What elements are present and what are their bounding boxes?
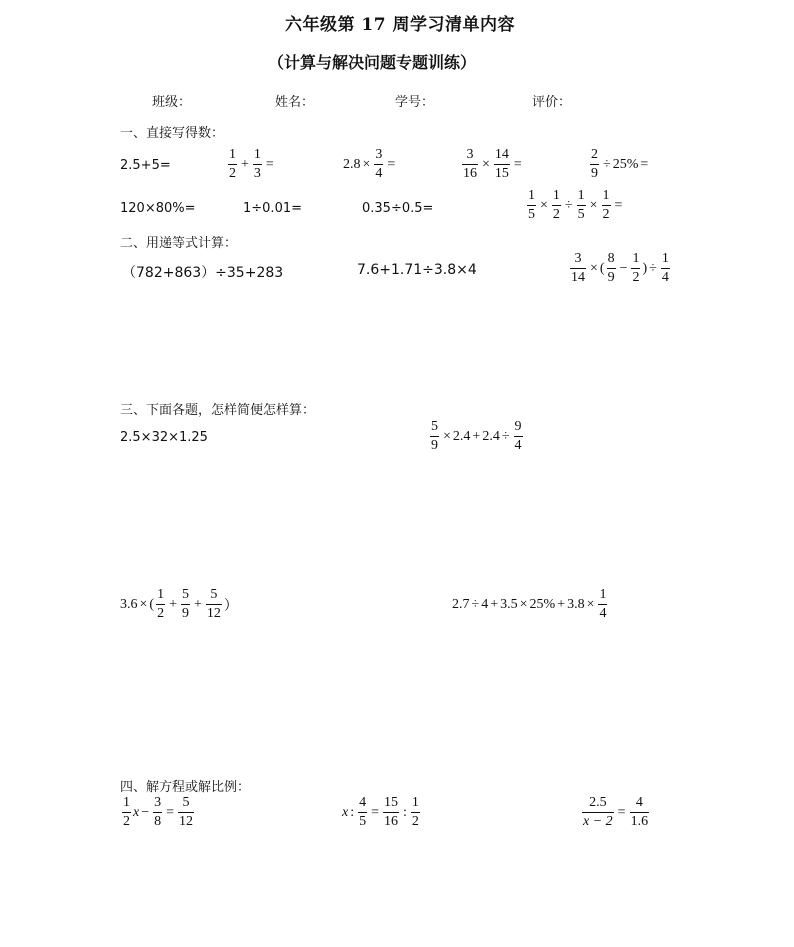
problem-3-1: 2.5×32×1.25 xyxy=(120,430,208,445)
fraction: $\frac{3}{16}$ xyxy=(463,147,477,181)
section-2-heading: 二、用递等式计算： xyxy=(120,236,238,251)
problem-1-8: 0.35÷0.5= xyxy=(362,201,434,216)
section-1-heading: 一、直接写得数： xyxy=(120,126,225,141)
fraction: $\frac{5}{9}$ xyxy=(431,419,438,453)
fraction: $\frac{1}{4}$ xyxy=(599,587,607,621)
problem-1-6: 120×80%= xyxy=(120,201,196,216)
fraction: $\frac{1}{2}$ xyxy=(552,188,560,222)
fraction: $\frac{2.5}{x - 2}$ xyxy=(583,795,613,829)
fraction: $\frac{8}{9}$ xyxy=(607,251,615,285)
section-3-heading: 三、下面各题，怎样简便怎样算： xyxy=(120,403,316,418)
problem-4-3: $\frac{2.5}{x - 2}$ = $\frac{4}{1.6}$ xyxy=(583,795,649,829)
fraction: $\frac{9}{4}$ xyxy=(514,419,522,453)
problem-2-3: $\frac{3}{14}$ × ( $\frac{8}{9}$ − $\frac{1}{2}$ ) ÷ $\frac{1}{4}$ xyxy=(571,251,669,285)
name-field-label: 姓名： xyxy=(275,95,315,110)
section-4-heading: 四、解方程或解比例： xyxy=(120,780,251,795)
problem-2-1: （782+863）÷35+283 xyxy=(122,265,284,281)
problem-1-9: $\frac{1}{5}$ × $\frac{1}{2}$ ÷ $\frac{1}{5}$ × $\frac{1}{2}$ = xyxy=(528,188,623,222)
fraction: $\frac{1}{3}$ xyxy=(253,147,261,181)
fraction: $\frac{1}{2}$ xyxy=(157,587,165,621)
fraction: $\frac{5}{12}$ xyxy=(179,795,194,829)
problem-2-2: 7.6+1.71÷3.8×4 xyxy=(357,262,477,278)
problem-1-4: $\frac{3}{16}$ × $\frac{14}{15}$ = xyxy=(463,147,522,181)
problem-1-2: $\frac{1}{2}$ + $\frac{1}{3}$ = xyxy=(229,147,274,181)
fraction: $\frac{5}{12}$ xyxy=(206,587,221,621)
fraction: $\frac{1}{2}$ xyxy=(411,795,419,829)
problem-1-1: 2.5+5= xyxy=(120,158,171,173)
fraction: $\frac{1}{4}$ xyxy=(661,251,669,285)
page-title: 六年级第 17 周学习清单内容 xyxy=(285,15,515,35)
fraction: $\frac{4}{5}$ xyxy=(359,795,367,829)
problem-1-3: 2.8 × $\frac{3}{4}$ = xyxy=(343,147,396,181)
problem-1-5: $\frac{2}{9}$ ÷ 25% = xyxy=(591,147,649,181)
fraction: $\frac{15}{16}$ xyxy=(384,795,399,829)
fraction: $\frac{1}{2}$ xyxy=(229,147,236,181)
student-id-field-label: 学号： xyxy=(395,95,435,110)
problem-4-1: $\frac{1}{2}$ x − $\frac{3}{8}$ = $\frac{5}{12}$ xyxy=(123,795,194,829)
fraction: $\frac{1}{2}$ xyxy=(602,188,610,222)
fraction: $\frac{3}{14}$ xyxy=(571,251,585,285)
fraction: $\frac{5}{9}$ xyxy=(181,587,189,621)
fraction: $\frac{1}{2}$ xyxy=(632,251,640,285)
fraction: $\frac{2}{9}$ xyxy=(591,147,598,181)
fraction: $\frac{3}{8}$ xyxy=(154,795,162,829)
fraction: $\frac{1}{2}$ xyxy=(123,795,130,829)
page-subtitle: （计算与解决问题专题训练） xyxy=(268,53,477,72)
fraction: $\frac{14}{15}$ xyxy=(494,147,509,181)
fraction: $\frac{1}{5}$ xyxy=(577,188,585,222)
fraction: $\frac{3}{4}$ xyxy=(375,147,383,181)
fraction: $\frac{1}{5}$ xyxy=(528,188,535,222)
problem-1-7: 1÷0.01= xyxy=(243,201,303,216)
problem-3-3: 3.6 × ( $\frac{1}{2}$ + $\frac{5}{9}$ + $\frac{5}{12}$ ） xyxy=(120,587,238,621)
problem-3-4: 2.7 ÷ 4 + 3.5 × 25% + 3.8 × $\frac{1}{4}$ xyxy=(452,587,607,621)
class-field-label: 班级： xyxy=(152,95,192,110)
problem-3-2: $\frac{5}{9}$ × 2.4 + 2.4 ÷ $\frac{9}{4}$ xyxy=(431,419,522,453)
problem-4-2: x : $\frac{4}{5}$ = $\frac{15}{16}$ : $\frac{1}{2}$ xyxy=(342,795,419,829)
fraction: $\frac{4}{1.6}$ xyxy=(630,795,649,829)
evaluation-field-label: 评价： xyxy=(532,95,572,110)
